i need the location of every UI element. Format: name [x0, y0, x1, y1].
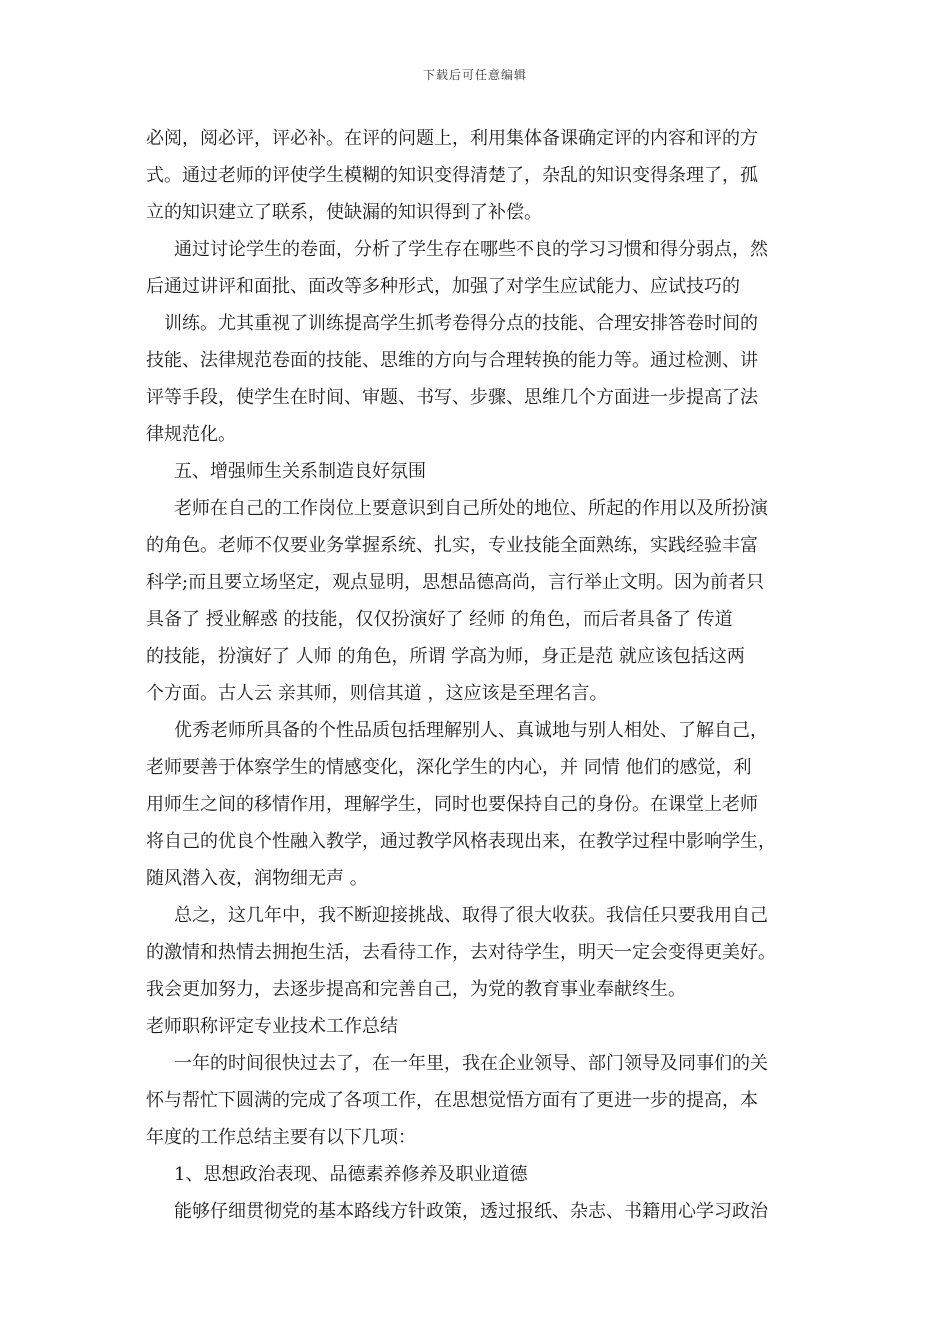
text-line: 后通过讲评和面批、面改等多种形式，加强了对学生应试能力、应试技巧的: [146, 276, 740, 297]
text-line: 年度的工作总结主要有以下几项：: [146, 1127, 416, 1148]
text-line: 的激情和热情去拥抱生活，去看待工作，去对待学生，明天一定会变得更美好。: [146, 942, 776, 963]
text-line: 我会更加努力，去逐步提高和完善自己，为党的教育事业奉献终生。: [146, 979, 686, 1000]
page-header: 下载后可任意编辑: [422, 68, 527, 82]
text-line: 立的知识建立了联系，使缺漏的知识得到了补偿。: [146, 202, 542, 223]
text-line: 律规范化。: [146, 424, 236, 445]
text-line: 老师要善于体察学生的情感变化，深化学生的内心，并 同情 他们的感觉，利: [146, 757, 752, 778]
text-line: 评等手段，使学生在时间、审题、书写、步骤、思维几个方面进一步提高了法: [146, 387, 758, 408]
text-line: 总之，这几年中，我不断迎接挑战、取得了很大收获。我信任只要我用自己: [174, 905, 768, 926]
text-line: 用师生之间的移情作用，理解学生，同时也要保持自己的身份。在课堂上老师: [146, 794, 758, 815]
text-line: 五、增强师生关系制造良好氛围: [174, 461, 426, 482]
text-line: 老师在自己的工作岗位上要意识到自己所处的地位、所起的作用以及所扮演: [174, 498, 768, 519]
text-line: 随风潜入夜，润物细无声 。: [146, 868, 368, 889]
text-line: 将自己的优良个性融入教学，通过教学风格表现出来，在教学过程中影响学生，: [146, 831, 776, 852]
text-line: 训练。尤其重视了训练提高学生抓考卷得分点的技能、合理安排答卷时间的: [164, 313, 758, 334]
text-line: 一年的时间很快过去了，在一年里，我在企业领导、部门领导及同事们的关: [174, 1053, 768, 1074]
document-body: [146, 120, 814, 1230]
text-line: 的技能，扮演好了 人师 的角色，所谓 学高为师，身正是范 就应该包括这两: [146, 646, 745, 667]
text-line: 的角色。老师不仅要业务掌握系统、扎实，专业技能全面熟练，实践经验丰富: [146, 535, 758, 556]
text-line: 优秀老师所具备的个性品质包括理解别人、真诚地与别人相处、了解自己，: [174, 720, 768, 741]
text-line: 能够仔细贯彻党的基本路线方针政策，透过报纸、杂志、书籍用心学习政治: [174, 1201, 768, 1222]
text-line: 必阅，阅必评，评必补。在评的问题上，利用集体备课确定评的内容和评的方: [146, 128, 758, 149]
text-line: 老师职称评定专业技术工作总结: [146, 1016, 398, 1037]
text-line: 技能、法律规范卷面的技能、思维的方向与合理转换的能力等。通过检测、讲: [146, 350, 758, 371]
text-line: 个方面。古人云 亲其师，则信其道 ，这应该是至理名言。: [146, 683, 608, 704]
text-line: 1、思想政治表现、品德素养修养及职业道德: [174, 1164, 528, 1185]
text-line: 具备了 授业解惑 的技能，仅仅扮演好了 经师 的角色，而后者具备了 传道: [146, 609, 733, 630]
text-line: 怀与帮忙下圆满的完成了各项工作，在思想觉悟方面有了更进一步的提高，本: [146, 1090, 758, 1111]
text-line: 式。通过老师的评使学生模糊的知识变得清楚了，杂乱的知识变得条理了，孤: [146, 165, 758, 186]
text-line: 科学;而且要立场坚定，观点显明，思想品德高尚，言行举止文明。因为前者只: [146, 572, 765, 593]
text-line: 通过讨论学生的卷面，分析了学生存在哪些不良的学习习惯和得分弱点，然: [174, 239, 768, 260]
